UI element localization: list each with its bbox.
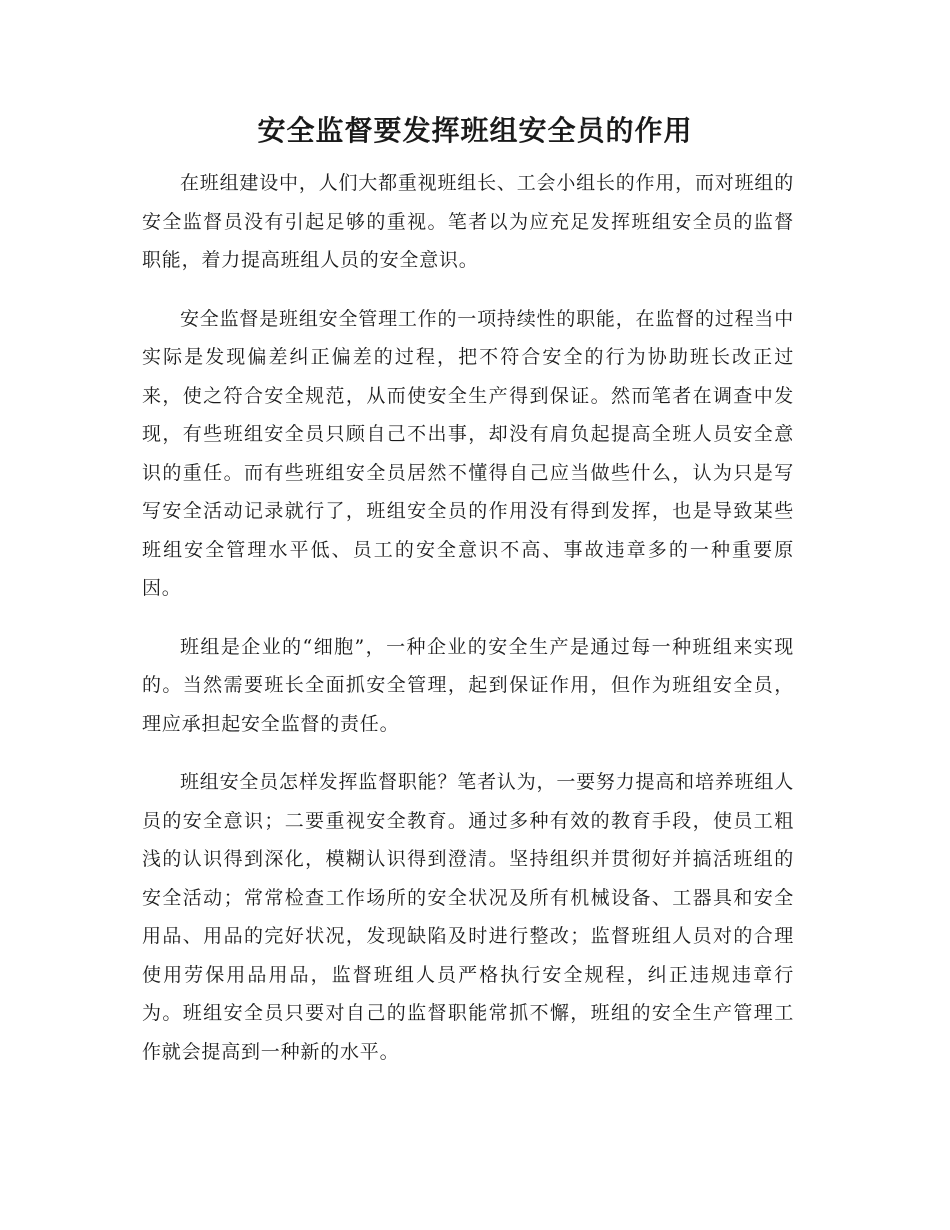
paragraph-1: 在班组建设中，人们大都重视班组长、工会小组长的作用，而对班组的安全监督员没有引起足够的重视。笔者以为应充足发挥班组安全员的监督职能，着力提高班组人员的安全意识。	[142, 172, 794, 271]
document-body	[142, 164, 794, 1071]
document-title: 安全监督要发挥班组安全员的作用	[257, 114, 693, 147]
paragraph-3: 班组是企业的“细胞”，一种企业的安全生产是通过每一种班组来实现的。当然需要班长全面抓安全管理，起到保证作用，但作为班组安全员，理应承担起安全监督的责任。	[142, 635, 794, 735]
paragraph-2: 安全监督是班组安全管理工作的一项持续性的职能，在监督的过程当中实际是发现偏差纠正偏差的过程，把不符合安全的行为协助班长改正过来，使之符合安全规范，从而使安全生产得到保证。然而笔者在调查中发现，有些班组安全员只顾自己不出事，却没有肩负起提高全班人员安全意识的重任。而有些班组安全员居然不懂得自己应当做些什么，认为只是写写安全活动记录就行了，班组安全员的作用没有得到发挥，也是导致某些班组安全管理水平低、员工的安全意识不高、事故违章多的一种重要原因。	[142, 307, 794, 599]
paragraph-4: 班组安全员怎样发挥监督职能？笔者认为，一要努力提高和培养班组人员的安全意识；二要重视安全教育。通过多种有效的教育手段，使员工粗浅的认识得到深化，模糊认识得到澄清。坚持组织并贯彻好并搞活班组的安全活动；常常检查工作场所的安全状况及所有机械设备、工器具和安全用品、用品的完好状况，发现缺陷及时进行整改；监督班组人员对的合理使用劳保用品用品，监督班组人员严格执行安全规程，纠正违规违章行为。班组安全员只要对自己的监督职能常抓不懈，班组的安全生产管理工作就会提高到一种新的水平。	[142, 771, 794, 1063]
